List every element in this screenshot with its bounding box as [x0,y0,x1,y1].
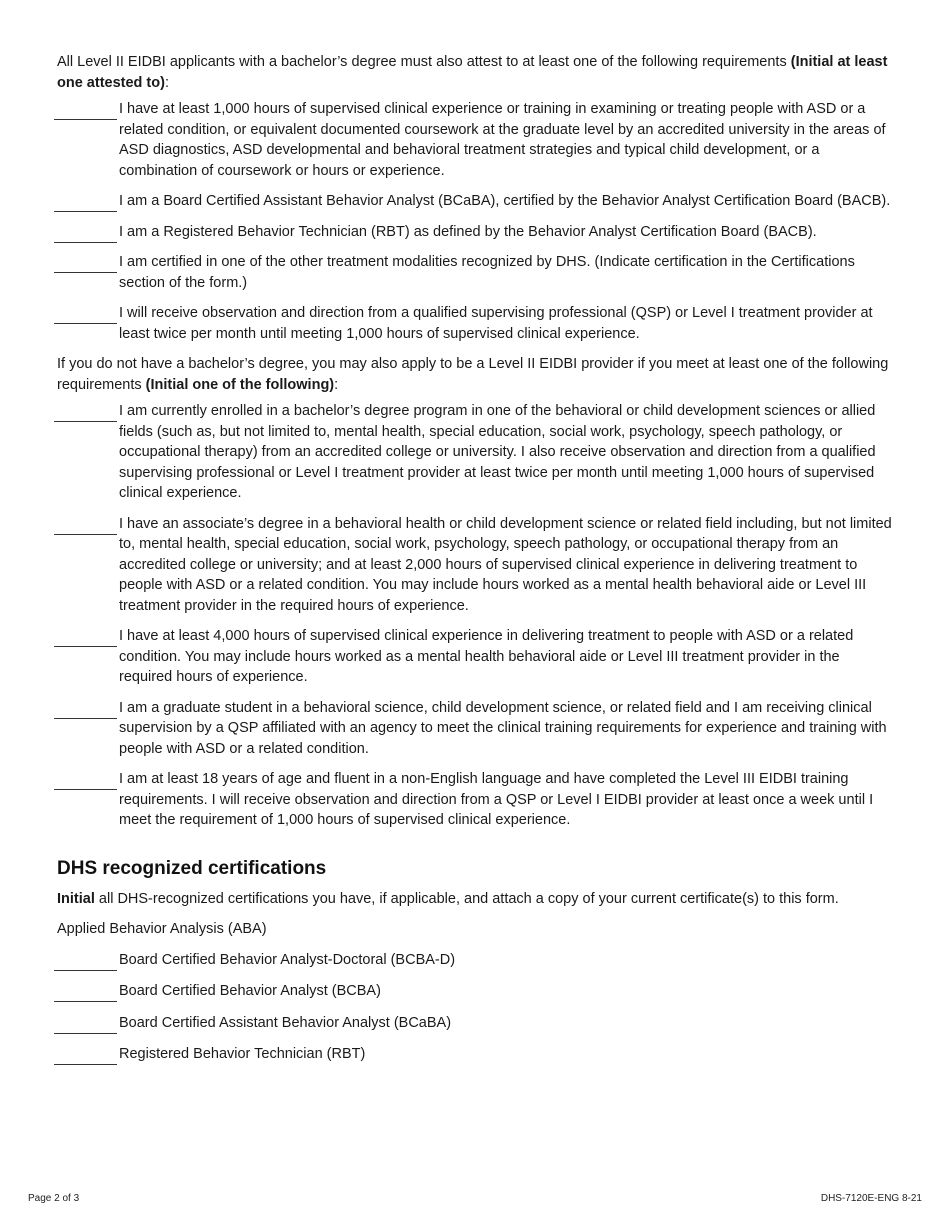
certification-item [57,950,895,971]
requirement-text: I am currently enrolled in a bachelor’s degree program in one of the behavioral or child development sciences or allied fields (such as, but not limited to, mental health, special education, social work, psychology, speech pathology, or occupational therapy) from an accredited college or university. I also receive observation and direction from a qualified supervising professional or Level I treatment provider at least twice per month until meeting 1,000 hours of supervised clinical experience. [119,403,876,501]
requirement-item [57,99,895,181]
certification-text: Registered Behavior Technician (RBT) [119,1046,366,1062]
requirement-item [57,303,895,344]
certifications-intro-text: all DHS-recognized certifications you have, if applicable, and attach a copy of your current certificate(s) to this form. [94,890,839,907]
certifications-intro-bold: Initial [57,890,95,907]
form-id: DHS-7120E-ENG 8-21 [820,1193,922,1204]
initial-field[interactable] [54,401,117,422]
certification-text: Board Certified Behavior Analyst-Doctoral (BCBA-D) [119,951,456,968]
requirement-item [57,222,895,243]
initial-field[interactable] [54,514,117,535]
initial-field[interactable] [54,626,117,647]
certifications-heading: DHS recognized certifications [57,857,327,879]
certifications-intro [57,889,895,910]
initial-field[interactable] [54,99,117,120]
certification-item [57,1013,895,1034]
requirement-item [57,626,895,688]
requirement-item [57,252,895,293]
requirement-text: I have an associate’s degree in a behavioral health or child development science or related field including, but not limited to, mental health, special education, social work, psychology, speech pathology, or occupational therapy from an accredited college or university; and at least 2,000 hours of supervised clinical experience in delivering treatment to people with ASD or a related condition. You may include hours worked as a mental health behavioral aide or Level III treatment provider in the required hours of experience. [119,515,892,614]
section2-intro-end: : [334,376,339,393]
page-number: Page 2 of 3 [28,1193,80,1204]
requirement-item [57,769,895,831]
section2-intro [57,354,895,395]
certification-text: Board Certified Behavior Analyst (BCBA) [119,983,381,999]
requirement-text: I will receive observation and direction from a qualified supervising professional (QSP) or Level I treatment provider at least twice per month until meeting 1,000 hours of supervised clinical experience. [119,305,873,342]
requirement-item [57,401,895,504]
initial-field[interactable] [54,950,117,971]
certification-item [57,981,895,1002]
certification-item [57,1044,895,1065]
document-page [57,52,895,1076]
requirement-text: I am certified in one of the other treatment modalities recognized by DHS. (Indicate certification in the Certifications section of the form.) [119,254,855,291]
requirement-text: I am at least 18 years of age and fluent in a non-English language and have completed the Level III EIDBI training requirements. I will receive observation and direction from a QSP or Level I EIDBI provider at least once a week until I meet the requirement of 1,000 hours of supervised clinical experience. [119,771,874,828]
initial-field[interactable] [54,252,117,273]
requirement-item [57,514,895,617]
initial-field[interactable] [54,222,117,243]
section1-intro-bold: (Initial at least one attested to) [57,54,888,91]
requirement-item [57,698,895,760]
certification-group-label: Applied Behavior Analysis (ABA) [57,921,267,937]
initial-field[interactable] [54,1013,117,1034]
initial-field[interactable] [54,1044,117,1065]
section1-intro [57,52,895,93]
initial-field[interactable] [54,303,117,324]
certification-text: Board Certified Assistant Behavior Analyst (BCaBA) [119,1014,452,1031]
initial-field[interactable] [54,981,117,1002]
initial-field[interactable] [54,698,117,719]
initial-field[interactable] [54,769,117,790]
requirement-item [57,191,895,212]
initial-field[interactable] [54,191,117,212]
requirement-text: I am a Registered Behavior Technician (RBT) as defined by the Behavior Analyst Certification Board (BACB). [119,223,817,240]
section1-intro-end: : [164,74,169,91]
requirement-text: I have at least 1,000 hours of supervised clinical experience or training in examining or treating people with ASD or a related condition, or equivalent documented coursework at the graduate level by an accredited university in the areas of ASD diagnostics, ASD developmental and behavioral treatment strategies and typical child development, or a combination of coursework or hours or experience. [119,101,886,179]
section1-intro-text: All Level II EIDBI applicants with a bachelor’s degree must also attest to at least one of the following requirements [57,54,791,70]
section2-intro-bold: (Initial one of the following) [145,376,335,393]
section2-intro-text: If you do not have a bachelor’s degree, you may also apply to be a Level II EIDBI provider if you meet at least one of the following requirements [57,356,889,393]
requirement-text: I am a Board Certified Assistant Behavior Analyst (BCaBA), certified by the Behavior Analyst Certification Board (BACB). [119,193,891,209]
requirement-text: I am a graduate student in a behavioral science, child development science, or related field and I am receiving clinical supervision by a QSP affiliated with an agency to meet the clinical training requirements for experience and training with people with ASD or a related condition. [119,699,887,757]
requirement-text: I have at least 4,000 hours of supervised clinical experience in delivering treatment to people with ASD or a related condition. You may include hours worked as a mental health behavioral aide or Level III treatment provider in the required hours of experience. [119,628,854,685]
